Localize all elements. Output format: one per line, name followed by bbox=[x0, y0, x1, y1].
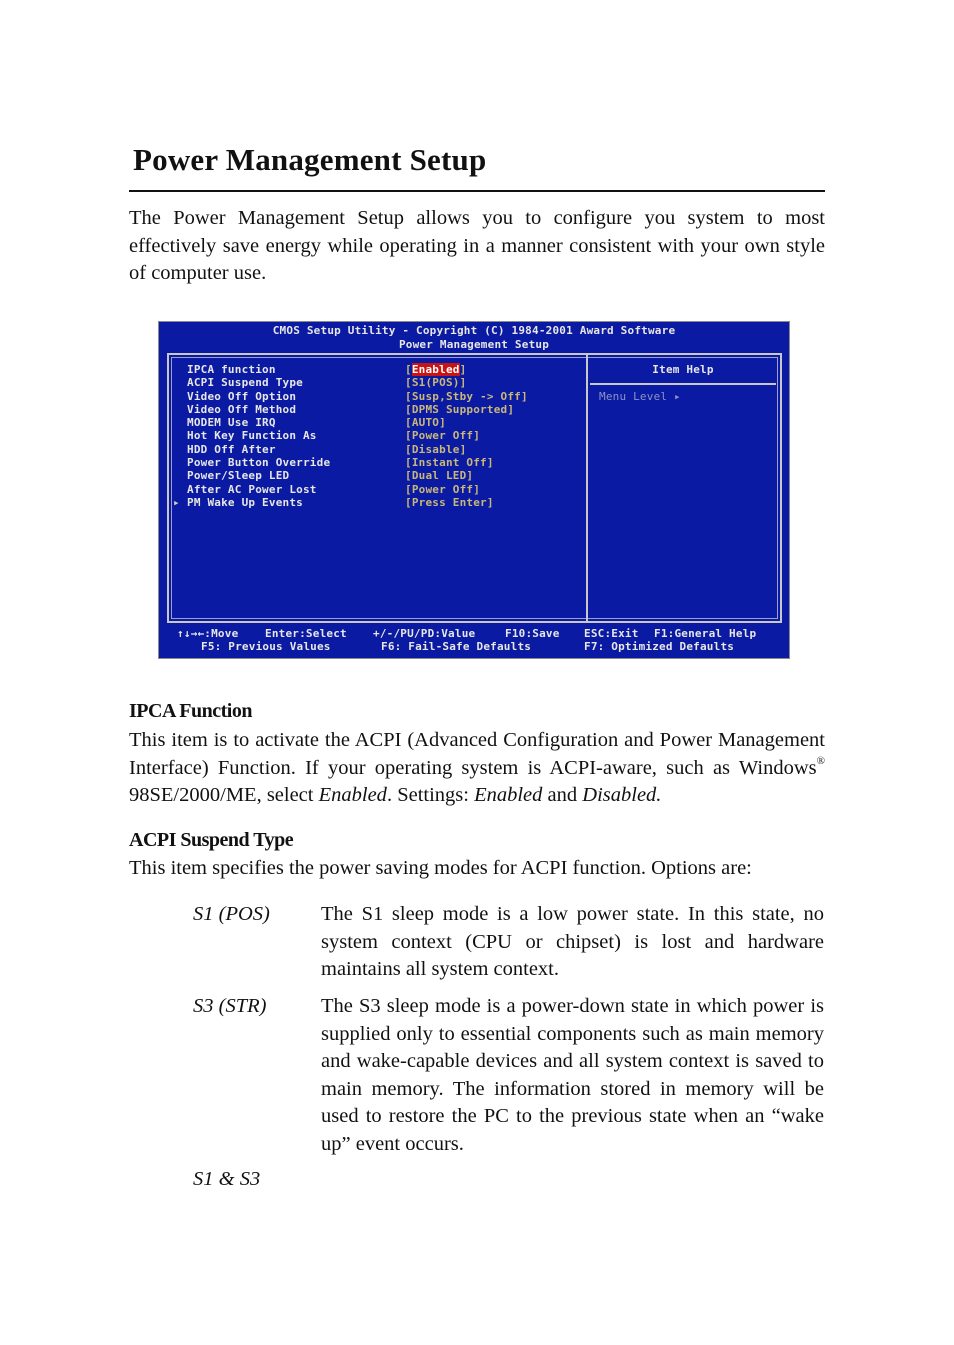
registered-mark: ® bbox=[816, 754, 825, 767]
bios-divider bbox=[586, 353, 588, 623]
bios-item[interactable] bbox=[187, 429, 330, 442]
bios-item[interactable] bbox=[187, 456, 330, 469]
bios-value-list bbox=[405, 363, 528, 509]
title-divider bbox=[129, 190, 825, 192]
bios-item[interactable] bbox=[187, 390, 330, 403]
ipca-and: and bbox=[542, 784, 583, 806]
bios-value-text: Enabled bbox=[411, 363, 460, 376]
bios-footer bbox=[159, 627, 789, 653]
footer-exit: ESC:Exit bbox=[584, 627, 639, 640]
bios-value-text: Power Off bbox=[411, 482, 474, 496]
bios-value-text: Power Off bbox=[411, 429, 474, 443]
bios-item-label: Hot Key Function As bbox=[187, 429, 317, 443]
bios-item[interactable] bbox=[187, 443, 330, 456]
bios-value[interactable]: [Dual LED] bbox=[405, 469, 474, 483]
footer-value: +/-/PU/PD:Value bbox=[373, 627, 476, 640]
bios-value-text: AUTO bbox=[411, 416, 440, 430]
ipca-text: This item is to activate the ACPI (Advanced Configuration and Power Management Interface) Function. If your operating system is ACPI-aware, such as Windows bbox=[129, 729, 825, 779]
bios-item-label: Video Off Option bbox=[187, 389, 297, 403]
option-description: The S3 sleep mode is a power-down state in which power is supplied only to essential components such as main memory and wake-capable devices and all system context is saved to main memory. The information stored in memory will be used to restore the PC to the previous state when an “wake up” event occurs. bbox=[321, 995, 824, 1155]
bios-header-line2: Power Management Setup bbox=[398, 338, 550, 351]
bios-value-text: Press Enter bbox=[411, 495, 487, 509]
bios-value[interactable]: [AUTO] bbox=[405, 416, 446, 430]
option-description: The S1 sleep mode is a low power state. In this state, no system context (CPU or chipset) is lost and hardware maintains all system context. bbox=[321, 903, 824, 980]
bios-item[interactable] bbox=[187, 376, 330, 389]
ipca-heading: IPCA Function bbox=[129, 700, 252, 722]
bios-value[interactable]: [DPMS Supported] bbox=[405, 402, 515, 416]
submenu-arrow-icon: ▸ bbox=[173, 495, 180, 509]
bios-value[interactable]: [Power Off] bbox=[405, 482, 481, 496]
ipca-paragraph bbox=[129, 727, 825, 810]
bios-item[interactable] bbox=[187, 363, 330, 376]
ipca-settings-label: . Settings: bbox=[386, 784, 475, 806]
bios-value[interactable]: [Disable] bbox=[405, 442, 467, 456]
ipca-setting-enabled: Enabled bbox=[474, 784, 543, 806]
intro-paragraph: The Power Management Setup allows you to configure you system to most effectively save energy while operating in a manner consistent with your own style of computer use. bbox=[129, 207, 825, 284]
acpi-heading: ACPI Suspend Type bbox=[129, 829, 294, 851]
bios-value-text: DPMS Supported bbox=[411, 402, 508, 416]
bios-item[interactable] bbox=[187, 403, 330, 416]
bios-item-label: Video Off Method bbox=[187, 402, 297, 416]
page-title: Power Management Setup bbox=[133, 142, 487, 177]
bios-screenshot bbox=[158, 321, 790, 659]
bios-header bbox=[159, 324, 789, 352]
ipca-setting-disabled: Disabled. bbox=[582, 784, 662, 806]
bios-help-text: Menu Level ▸ bbox=[599, 390, 681, 403]
footer-save: F10:Save bbox=[505, 627, 560, 640]
bios-value[interactable]: [Press Enter] bbox=[405, 495, 494, 509]
option-term: S1 & S3 bbox=[193, 1168, 261, 1190]
bios-value-text: Disable bbox=[411, 442, 460, 456]
footer-failsafe: F6: Fail-Safe Defaults bbox=[381, 640, 532, 653]
bios-item-label: ACPI Suspend Type bbox=[187, 376, 303, 390]
bios-value-text: Dual LED bbox=[411, 469, 467, 483]
bios-item-list bbox=[173, 363, 331, 509]
bios-item[interactable] bbox=[187, 483, 330, 496]
bios-item-label: IPCA function bbox=[187, 363, 276, 376]
bios-value[interactable]: [Power Off] bbox=[405, 429, 481, 443]
footer-help: F1:General Help bbox=[654, 627, 757, 640]
bios-value-text: Susp,Stby -> Off bbox=[411, 389, 521, 403]
bios-value[interactable]: [Enabled] bbox=[405, 363, 467, 376]
bios-header-line1: CMOS Setup Utility - Copyright (C) 1984-2001 Award Software bbox=[272, 324, 676, 337]
footer-optimized: F7: Optimized Defaults bbox=[584, 640, 735, 653]
bios-item-label: Power/Sleep LED bbox=[187, 469, 290, 483]
bios-value[interactable]: [Susp,Stby -> Off] bbox=[405, 389, 528, 403]
ipca-text-mid: 98SE/2000/ME, select bbox=[129, 784, 319, 806]
bios-value[interactable]: [S1(POS)] bbox=[405, 376, 467, 390]
bios-item[interactable] bbox=[187, 469, 330, 482]
bios-value-text: Instant Off bbox=[411, 456, 487, 470]
acpi-paragraph: This item specifies the power saving modes for ACPI function. Options are: bbox=[129, 857, 752, 879]
footer-previous: F5: Previous Values bbox=[201, 640, 331, 653]
footer-move: ↑↓→←:Move bbox=[177, 627, 239, 640]
bios-item-label: After AC Power Lost bbox=[187, 482, 317, 496]
bios-item-label: PM Wake Up Events bbox=[187, 495, 303, 509]
ipca-enabled: Enabled bbox=[318, 784, 387, 806]
bios-item-label: HDD Off After bbox=[187, 442, 276, 456]
bios-item-label: MODEM Use IRQ bbox=[187, 416, 276, 430]
option-term: S1 (POS) bbox=[193, 903, 270, 925]
bios-item-label: Power Button Override bbox=[187, 456, 331, 470]
footer-select: Enter:Select bbox=[265, 627, 347, 640]
bios-value[interactable]: [Instant Off] bbox=[405, 456, 494, 470]
bios-value-text: S1(POS) bbox=[411, 376, 460, 390]
bios-item[interactable] bbox=[187, 416, 330, 429]
option-term: S3 (STR) bbox=[193, 995, 267, 1017]
bios-item[interactable] bbox=[173, 495, 330, 509]
bios-help-title: Item Help bbox=[590, 359, 776, 385]
